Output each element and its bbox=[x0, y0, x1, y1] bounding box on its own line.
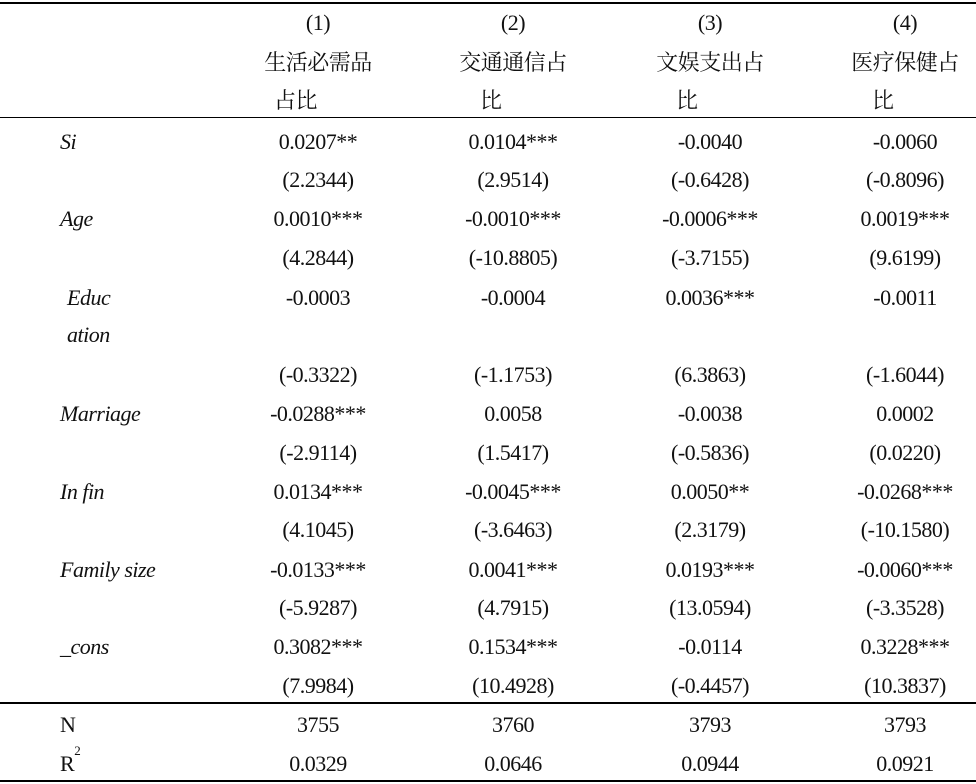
row-label: _cons bbox=[60, 634, 109, 659]
tstat-cell: (1.5417) bbox=[477, 440, 549, 465]
row-label: Educ bbox=[67, 285, 111, 310]
tstat-cell: (9.6199) bbox=[869, 245, 941, 270]
coef-cell: 0.0010*** bbox=[273, 206, 363, 231]
coef-cell: -0.0040 bbox=[677, 129, 743, 154]
tstat-cell: (-10.8805) bbox=[468, 245, 558, 270]
coef-cell: -0.0006*** bbox=[662, 206, 758, 231]
stat-label: N bbox=[60, 712, 76, 737]
col-title-cont: 比 bbox=[872, 88, 894, 113]
stat-cell: 0.0944 bbox=[681, 751, 739, 776]
coef-cell: -0.0288*** bbox=[270, 401, 366, 426]
stat-cell: 3760 bbox=[492, 712, 534, 737]
coef-cell: -0.0114 bbox=[678, 634, 742, 659]
stat-label-superscript: 2 bbox=[74, 742, 81, 758]
coef-cell: 0.0019*** bbox=[860, 206, 950, 231]
tstat-cell: (10.4928) bbox=[472, 673, 554, 698]
coef-cell: -0.0003 bbox=[285, 285, 351, 310]
stat-cell: 3793 bbox=[689, 712, 731, 737]
stat-cell: 0.0646 bbox=[484, 751, 542, 776]
row-label-cont: ation bbox=[67, 322, 110, 347]
coef-cell: 0.0207** bbox=[278, 129, 358, 154]
col-title-cont: 比 bbox=[676, 88, 698, 113]
col-title: 交通通信占 bbox=[459, 50, 567, 75]
tstat-cell: (2.3179) bbox=[674, 517, 746, 542]
tstat-cell: (4.7915) bbox=[477, 595, 549, 620]
top-rule bbox=[0, 2, 976, 4]
coef-cell: -0.0038 bbox=[677, 401, 743, 426]
coef-cell: 0.0002 bbox=[876, 401, 934, 426]
stats-rule bbox=[0, 702, 976, 704]
coef-cell: 0.1534*** bbox=[468, 634, 558, 659]
tstat-cell: (13.0594) bbox=[669, 595, 751, 620]
tstat-cell: (-10.1580) bbox=[860, 517, 950, 542]
coef-cell: -0.0060*** bbox=[857, 557, 953, 582]
col-title: 文娱支出占 bbox=[656, 50, 764, 75]
row-label: Family size bbox=[60, 557, 156, 582]
coef-cell: -0.0010*** bbox=[465, 206, 561, 231]
row-label: Age bbox=[60, 206, 93, 231]
stat-cell: 0.0329 bbox=[289, 751, 347, 776]
col-number: (3) bbox=[697, 10, 723, 35]
col-title-cont: 比 bbox=[480, 88, 502, 113]
coef-cell: 0.3228*** bbox=[860, 634, 950, 659]
coef-cell: 0.0050** bbox=[670, 479, 750, 504]
col-number: (2) bbox=[500, 10, 526, 35]
tstat-cell: (-3.7155) bbox=[671, 245, 749, 270]
coef-cell: 0.0041*** bbox=[468, 557, 558, 582]
tstat-cell: (10.3837) bbox=[864, 673, 946, 698]
tstat-cell: (-3.6463) bbox=[474, 517, 552, 542]
row-label: Marriage bbox=[60, 401, 141, 426]
tstat-cell: (-2.9114) bbox=[279, 440, 357, 465]
tstat-cell: (4.1045) bbox=[282, 517, 354, 542]
coef-cell: 0.0134*** bbox=[273, 479, 363, 504]
coef-cell: 0.0193*** bbox=[665, 557, 755, 582]
col-title-cont: 占比 bbox=[274, 88, 318, 113]
tstat-cell: (-5.9287) bbox=[279, 595, 357, 620]
coef-cell: 0.0036*** bbox=[665, 285, 755, 310]
stat-label-base: R bbox=[60, 751, 75, 776]
col-title: 医疗保健占 bbox=[851, 50, 959, 75]
tstat-cell: (4.2844) bbox=[282, 245, 354, 270]
tstat-cell: (2.2344) bbox=[282, 167, 354, 192]
tstat-cell: (-1.1753) bbox=[474, 362, 552, 387]
stat-cell: 3755 bbox=[297, 712, 339, 737]
col-title: 生活必需品 bbox=[264, 50, 372, 75]
col-number: (4) bbox=[892, 10, 918, 35]
stat-cell: 3793 bbox=[884, 712, 926, 737]
tstat-cell: (-1.6044) bbox=[866, 362, 944, 387]
coef-cell: -0.0133*** bbox=[270, 557, 366, 582]
coef-cell: 0.0104*** bbox=[468, 129, 558, 154]
coef-cell: -0.0045*** bbox=[465, 479, 561, 504]
tstat-cell: (-0.8096) bbox=[866, 167, 944, 192]
tstat-cell: (2.9514) bbox=[477, 167, 549, 192]
tstat-cell: (-3.3528) bbox=[866, 595, 944, 620]
coef-cell: 0.0058 bbox=[484, 401, 542, 426]
coef-cell: 0.3082*** bbox=[273, 634, 363, 659]
bottom-rule bbox=[0, 780, 976, 782]
tstat-cell: (-0.4457) bbox=[671, 673, 749, 698]
col-number: (1) bbox=[305, 10, 331, 35]
tstat-cell: (-0.5836) bbox=[671, 440, 749, 465]
tstat-cell: (-0.3322) bbox=[279, 362, 357, 387]
coef-cell: -0.0268*** bbox=[857, 479, 953, 504]
tstat-cell: (6.3863) bbox=[674, 362, 746, 387]
coef-cell: -0.0060 bbox=[872, 129, 938, 154]
tstat-cell: (-0.6428) bbox=[671, 167, 749, 192]
row-label: Si bbox=[60, 129, 77, 154]
tstat-cell: (7.9984) bbox=[282, 673, 354, 698]
stat-cell: 0.0921 bbox=[876, 751, 934, 776]
coef-cell: -0.0004 bbox=[480, 285, 546, 310]
row-label: In fin bbox=[60, 479, 105, 504]
tstat-cell: (0.0220) bbox=[869, 440, 941, 465]
coef-cell: -0.0011 bbox=[873, 285, 937, 310]
header-rule bbox=[0, 117, 976, 118]
stat-label bbox=[60, 742, 81, 777]
